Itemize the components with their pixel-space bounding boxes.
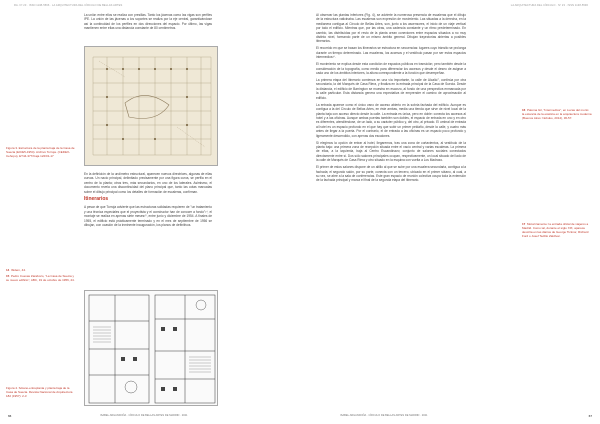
figure-3-caption: Figura 3. Estructura de la planta baja de la Casa de Suecia (EO/E5-1954). Archivo Torroja. (CEDEX-Cehopu), ET44-377/Caja 122/01-17: [6, 146, 75, 158]
figure-4-floor-plans: [84, 290, 218, 406]
footnote-17: 17 Motorizamente: la entrada oficial de viajeros a Madrid. Como tal, durante el siglo XIX, aparece descrita en las diarios de George Ticknor, Richard Ford o Josef Teófilo Zaldívar.: [522, 222, 589, 238]
structural-plan-drawing: [85, 47, 218, 166]
section-heading-itinerarios: Itinerarios: [84, 196, 109, 203]
right-page: [300, 0, 600, 424]
left-body-mid: [84, 172, 212, 230]
paragraph: El recorrido en que se basan los itinerarios se estructura en secuencias: lugares cuyo tránsito se prolonga durante un tiempo determinado. Las escaleras, los accesos y el vestíbulo pasan por ser estos espacios intermedios¹⁶.: [316, 46, 466, 60]
paragraph: El movimiento se explica desde esta condición de espacios públicos en transición; pero también desde la consideración de la topografía, como medio para diferenciar los accesos y desde el deseo de asignar a cada uno de los ámbitos interiores, la altura correspondiente a la función que desempeñan.: [316, 62, 466, 76]
right-footer: ISABEL ARGANDOÑA · CÍRCULO DE BELLAS ARTES DE MADRID · 2021: [340, 414, 428, 417]
figure-4-caption: Figura 4. Sótano-entreplanta y planta baja de la Casa de Suecia. Revista Nacional de Arquitectura 182 (1957): 2-3: [6, 386, 73, 398]
left-running-head: RA. Nº 23 · ISSN 1138-5596 · LA ARQUITECTURA DEL CÍRCULO DE BELLAS ARTES: [14, 4, 123, 7]
paragraph: En la definición de la undímetro estructural, aparecen nuevos directrices, algunas de ellas curvas. Un nacio principal, delimitado precisamente por una figura curva, se perfila en el centro de la planta; otros tres, más secundarios, en uno de los laterales. Asimismo, el documento revela una discontinuidad del plano principal que, tanto las cotas marcadas sobre el dibujo principal como los detalles de formación de escaleras, confirman.: [84, 172, 212, 194]
left-footnotes: [6, 268, 76, 282]
paragraph: La primera etapa del itinerario comienza en una vía importante, la calle de Alcalá¹⁷, continúa por otra secundaria, la del Marqués de Casa Riera, y finaliza en la entrada principal de la Casa de Suecia. Desde la distancia, el edificio de Barrington se muestra en escorzo, al fondo de una perspectiva enmarcada por la calle particular. Esta distancia genera una expectativa de emprender el camino de aproximación al edificio.: [316, 78, 466, 100]
paragraph: A pesar de que Torroja advierte que las estructuras solidadas requieren de "un tratamiento y una técnica especiales que el proyectista y el constructor han de conocer a fondo"¹⁴, el montaje se realiza en apenas siete meses¹⁵, entre junio y diciembre de 1954. A finales de 1955, el edificio está prácticamente terminado y en el mes de septiembre de 1956 se dibujan, con ocasión de la inminente inauguración, los planos de definitivos.: [84, 205, 212, 228]
paragraph: El primer de estos salones dispone de un altillo al que se sube por una escalera secundaria, contigua a la fachada; el segundo salón, por su parte, conecta con un tercero, ubicado en el primer sótano, al cual, a su vez, se abre a la sala de conferencias. Este gran espacio de reunión colectiva ocupa toda la extensión de la fachada principal y marca el final de la segunda etapa del itinerario.: [316, 165, 466, 183]
left-page-number: 66: [8, 414, 12, 418]
footnote-14: 14 Ibidem, 44.: [6, 268, 26, 272]
right-running-head: LA ARQUITECTURA DEL CÍRCULO · Nº 23 · ISSN 1138-5596: [510, 4, 588, 7]
left-body-top: [84, 13, 212, 33]
right-body: [316, 13, 466, 185]
floor-plans-drawing: [85, 291, 218, 406]
left-footer: ISABEL ARGANDOÑA · CÍRCULO DE BELLAS ARTES DE MADRID · 2021: [100, 414, 188, 417]
footnote-15: 15 Pedro Cuevas Zarabozo, "La Casa de Suecia y su nuevo edificio", ABC, 19 de octubre de 1956, 24.: [6, 274, 75, 282]
paragraph: La entrada aparece como el único vano de acceso abierto en la sobria fachada del edificio. Aunque es contigua a la del Círculo de Bellas Artes, en éste ambas, media una tienda que sirve de nivel local de la planta baja con acceso directo desde la calle. La entrada es única, pero en doble: conecta los accesos al hotel y a las oficinas. Aunque ambas puertas también son dobles, el espacio de entrada en uno y en otro es diferentes, atendiéndose, de un lado, a su carácter público y, del otro, al privado. El umbral de entrada al hotel es un espacio profundo en el que hay que subir un primer peldaño, desde la calle, y cuatro más antes de llegar a la puerta. Por el contrario, el de entrada a las oficinas es un espacio poco profundo y ligeramente descendido, con apenas dos escalones.: [316, 102, 466, 138]
right-page-number: 67: [588, 414, 592, 418]
paragraph: Al observar las plantas inferiores (Fig. 4), se advierte la numerosa presencia de escaleras que el dibujo de la estructura vaticinaba. Las escaleras son expresión de movimiento. Las situadas a la derecha, en la medianera contigua al Círculo de Bellas Artes, son, junto a los ascensores, el inicio de un viaje vertical por todo el edificio. Mientras que, por las otras, una cadencia constante y un ritmo predeterminado. En cambio, las distribuidas por el resto de la planta crean conexiones entre espacios situados a no muy distinto nivel, formando parte de un mismo ámbito general. Dibujan trayectorias abiertas a posibles itinerarios.: [316, 13, 466, 44]
footnote-16: 16 Paloma Gil, "Intermedios", en Lucas del morto: la estancia de la estética en la arquitectura moderna (Buenos Aires: Nobuko, 2014), 36-57.: [522, 108, 592, 120]
figure-3-structural-plan: [84, 46, 218, 166]
paragraph: La unión entre ellos se realiza con presillas. Tanto los jácenas como las vigas son perfiles IPE. La unión de las jácenas a los soportes se realiza por la eje central, garantizándose así la continuidad de los perfiles en dos direcciones del espacio. Por último, las vigas mantienen entre ellas una distancia constante de 80 centímetros.: [84, 13, 212, 31]
paragraph: Si elegimos la opción de entrar al hotel, llegaremos, tras una zona de cortavientos, al vestíbulo de la planta baja: una primera zona de recepción situada entre el vacío central y varias escaleras. La primera de ellas, a la izquierda, baja al Centro Escandinavo; conjunto de salones sociales conectados directamente entre sí. Dos sólo salones principales ocupan, respectivamente, un local situado del lado de la calle de Marqués de Casa Riera y otro situado en la esquina con vuelta a Los Madrazo.: [316, 140, 466, 163]
